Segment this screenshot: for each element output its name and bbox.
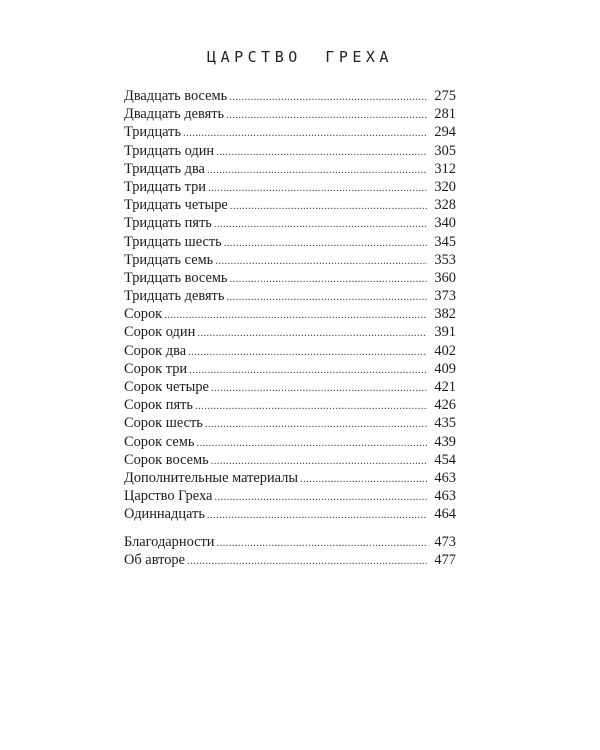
dot-leader bbox=[187, 552, 427, 570]
toc-entry-title: Сорок семь bbox=[124, 433, 195, 450]
toc-entry-page-number: 305 bbox=[434, 142, 456, 159]
page-title: ЦАРСТВО ГРЕХА bbox=[207, 48, 393, 66]
toc-entry bbox=[124, 160, 456, 178]
dot-leader bbox=[230, 270, 428, 288]
dot-leader bbox=[215, 252, 427, 270]
toc-entry-title: Тридцать восемь bbox=[124, 269, 228, 286]
dot-leader bbox=[224, 234, 427, 252]
toc-entry-title: Двадцать восемь bbox=[124, 88, 228, 104]
dot-leader bbox=[211, 379, 427, 397]
dot-leader bbox=[216, 143, 427, 161]
toc-entry bbox=[124, 342, 456, 360]
toc-entry-title: Двадцать девять bbox=[124, 106, 225, 123]
toc-entry-page-number: 402 bbox=[434, 342, 456, 359]
toc-entry bbox=[124, 196, 456, 214]
toc-entry bbox=[124, 414, 456, 432]
toc-entry-title: Об авторе bbox=[124, 551, 186, 568]
dot-leader bbox=[207, 161, 427, 179]
dot-leader bbox=[226, 106, 427, 124]
toc-entry-title: Тридцать два bbox=[124, 160, 205, 177]
toc-entry-title: Сорок пять bbox=[124, 397, 193, 414]
toc-entry bbox=[124, 305, 456, 323]
toc-entry-page-number: 373 bbox=[434, 288, 456, 305]
dot-leader bbox=[214, 488, 427, 506]
dot-leader bbox=[226, 288, 427, 306]
toc-entry bbox=[124, 178, 456, 196]
dot-leader bbox=[183, 124, 427, 142]
toc-entry bbox=[124, 469, 456, 487]
toc-entry-page-number: 391 bbox=[434, 324, 456, 341]
toc-entry-title: Сорок два bbox=[124, 342, 187, 359]
toc-entry bbox=[124, 214, 456, 232]
dot-leader bbox=[195, 397, 427, 415]
dot-leader bbox=[208, 179, 427, 197]
toc-entry-page-number: 281 bbox=[434, 106, 456, 123]
toc-entry-page-number: 312 bbox=[434, 160, 456, 177]
toc-entry-title: Благодарности bbox=[124, 533, 215, 550]
dot-leader bbox=[300, 470, 427, 488]
toc-entry-title: Сорок bbox=[124, 306, 163, 323]
toc-entry-title: Тридцать девять bbox=[124, 288, 225, 305]
toc-entry bbox=[124, 105, 456, 123]
toc-entry-title: Сорок шесть bbox=[124, 415, 203, 432]
toc-entry-title: Сорок четыре bbox=[124, 379, 209, 395]
toc-entry-page-number: 409 bbox=[434, 360, 456, 377]
toc-entry-title: Царство Греха bbox=[124, 488, 213, 505]
toc-entry bbox=[124, 396, 456, 414]
toc-entry bbox=[124, 487, 456, 505]
toc-entry-page-number: 435 bbox=[434, 415, 456, 432]
toc-entry bbox=[124, 378, 456, 396]
toc-entry-page-number: 421 bbox=[434, 379, 456, 395]
toc-entry-page-number: 477 bbox=[434, 551, 456, 568]
toc-entry-title: Тридцать семь bbox=[124, 251, 214, 268]
toc-entry bbox=[124, 287, 456, 305]
toc-entry bbox=[124, 360, 456, 378]
toc-entry-title: Тридцать один bbox=[124, 142, 215, 159]
toc-entry bbox=[124, 123, 456, 141]
toc-entry-page-number: 328 bbox=[434, 197, 456, 214]
dot-leader bbox=[217, 534, 427, 552]
toc-entry-page-number: 294 bbox=[434, 124, 456, 141]
toc-entry-title: Сорок один bbox=[124, 324, 196, 341]
toc-entry bbox=[124, 87, 456, 105]
toc-entry-page-number: 463 bbox=[434, 469, 456, 486]
dot-leader bbox=[229, 88, 427, 106]
dot-leader bbox=[230, 197, 427, 215]
toc-entry bbox=[124, 323, 456, 341]
toc-entry-title: Тридцать четыре bbox=[124, 197, 228, 214]
toc-entry-title: Тридцать bbox=[124, 124, 182, 141]
toc-entry-page-number: 463 bbox=[434, 488, 456, 505]
toc-entry bbox=[124, 451, 456, 469]
dot-leader bbox=[188, 343, 427, 361]
toc-entry-page-number: 275 bbox=[434, 88, 456, 104]
toc-entry-title: Тридцать шесть bbox=[124, 233, 222, 250]
toc-entry bbox=[124, 269, 456, 287]
toc-entry-page-number: 464 bbox=[434, 506, 456, 523]
toc-entry-title: Тридцать пять bbox=[124, 215, 212, 232]
toc-entry-page-number: 340 bbox=[434, 215, 456, 232]
toc-entry-page-number: 360 bbox=[434, 269, 456, 286]
dot-leader bbox=[207, 506, 427, 524]
toc-entry bbox=[124, 251, 456, 269]
toc-entry-page-number: 426 bbox=[434, 397, 456, 414]
dot-leader bbox=[196, 434, 427, 452]
toc-entry-title: Одиннадцать bbox=[124, 506, 205, 523]
toc-entry bbox=[124, 505, 456, 523]
toc-entry bbox=[124, 233, 456, 251]
dot-leader bbox=[205, 415, 427, 433]
dot-leader bbox=[211, 452, 427, 470]
toc-entry bbox=[124, 551, 456, 569]
toc-entry-page-number: 320 bbox=[434, 178, 456, 195]
toc-entry-title: Сорок восемь bbox=[124, 451, 209, 468]
toc-entry-title: Тридцать три bbox=[124, 178, 206, 195]
dot-leader bbox=[164, 306, 427, 324]
toc-entry-page-number: 439 bbox=[434, 433, 456, 450]
toc-entry-title: Сорок три bbox=[124, 360, 188, 377]
dot-leader bbox=[197, 324, 427, 342]
toc-entry-title: Дополнительные материалы bbox=[124, 469, 299, 486]
dot-leader bbox=[189, 361, 427, 379]
toc-entry-page-number: 473 bbox=[434, 533, 456, 550]
toc-entry-page-number: 353 bbox=[434, 251, 456, 268]
table-of-contents bbox=[124, 87, 456, 569]
toc-entry-page-number: 454 bbox=[434, 451, 456, 468]
toc-entry bbox=[124, 533, 456, 551]
toc-entry-page-number: 382 bbox=[434, 306, 456, 323]
dot-leader bbox=[214, 215, 427, 233]
toc-entry bbox=[124, 433, 456, 451]
toc-entry bbox=[124, 142, 456, 160]
toc-entry-page-number: 345 bbox=[434, 233, 456, 250]
